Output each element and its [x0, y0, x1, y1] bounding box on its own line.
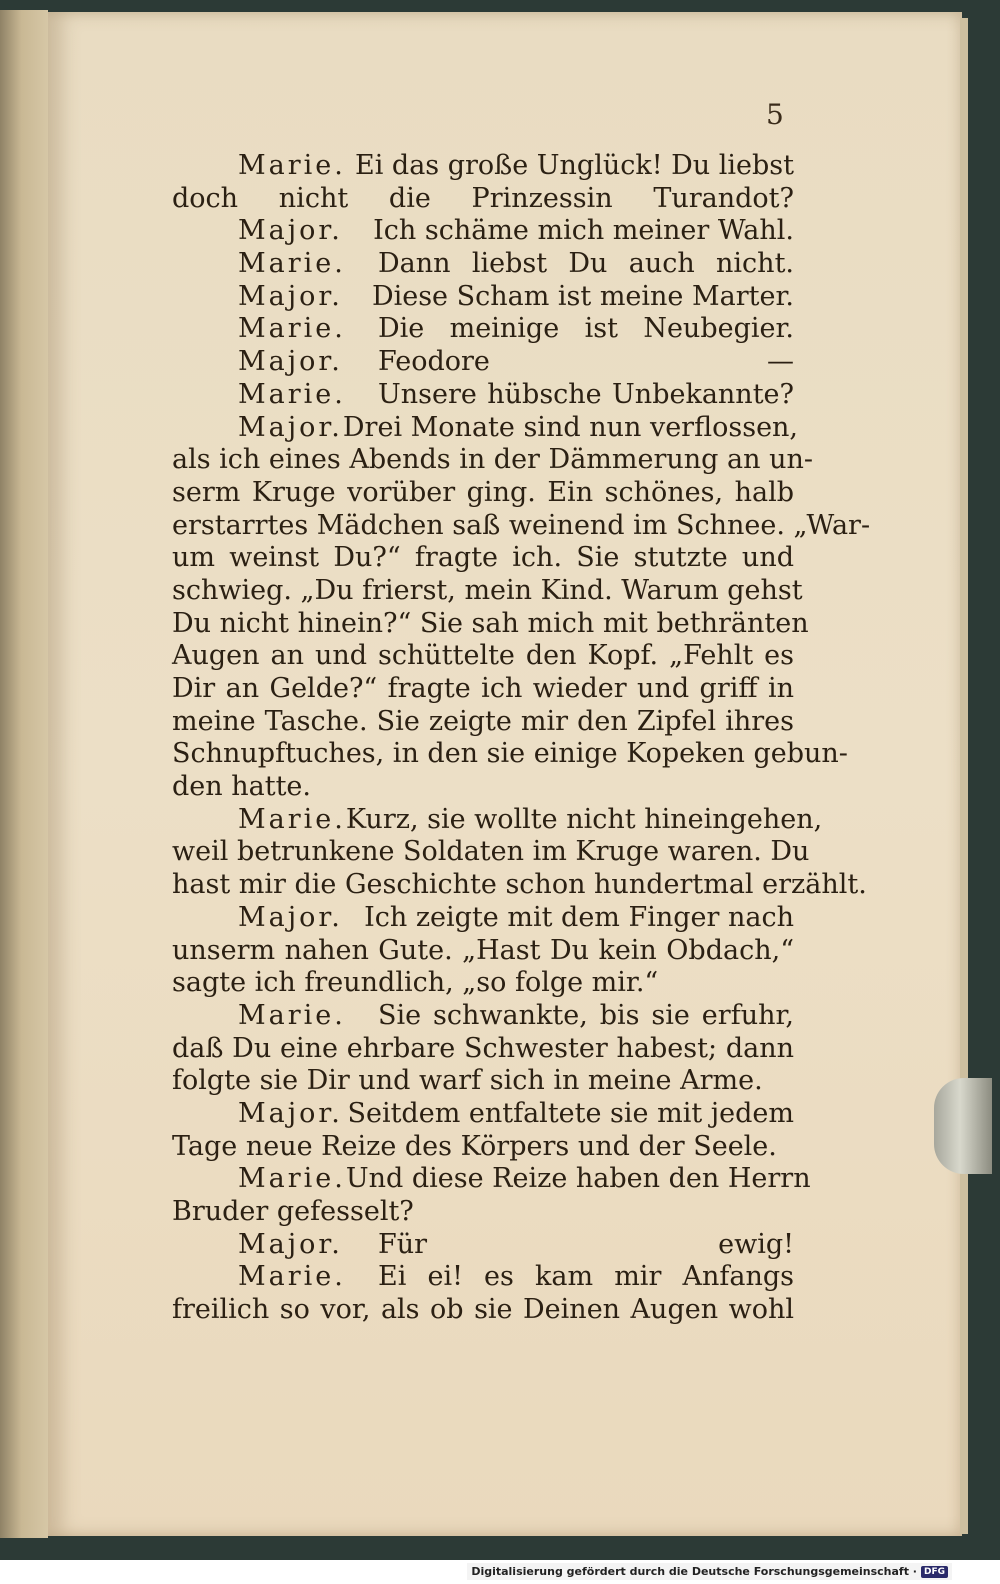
text-line — [172, 673, 794, 706]
line-text: Seitdem entfaltete sie mit jedem — [347, 1097, 794, 1129]
text-line — [172, 477, 794, 510]
line-text: Ei ei! es kam mir Anfangs — [378, 1261, 794, 1293]
text-line — [172, 574, 803, 608]
text-line — [172, 607, 809, 641]
line-text: schwieg. „Du frierst, mein Kind. Warum gehst — [172, 574, 803, 606]
text-line — [172, 706, 794, 739]
text-line — [172, 1033, 794, 1066]
text-line — [172, 902, 794, 935]
text-line — [172, 150, 794, 183]
text-line — [172, 967, 794, 1000]
line-text: freilich so vor, als ob sie Deinen Augen wohl — [172, 1294, 794, 1326]
speaker-name: Major. — [238, 901, 343, 933]
line-text: Kurz, sie wollte nicht hineingehen, — [345, 803, 823, 835]
speaker-name: Major. — [238, 346, 343, 378]
page-edge — [960, 18, 968, 1534]
text-line — [172, 935, 794, 968]
line-text: Schnupftuches, in den sie einige Kopeken gebun- — [172, 738, 848, 770]
text-line — [172, 1131, 794, 1164]
line-text: serm Kruge vorüber ging. Ein schönes, halb — [172, 476, 794, 508]
line-text: erstarrtes Mädchen saß weinend im Schnee. „War- — [172, 509, 871, 541]
line-text: doch nicht die Prinzessin Turandot? — [172, 182, 794, 214]
text-line — [172, 411, 799, 445]
line-text: weil betrunkene Soldaten im Kruge waren. Du — [172, 836, 810, 868]
line-text: Dann liebst Du auch nicht. — [378, 248, 794, 280]
speaker-name: Marie. — [238, 1261, 346, 1293]
line-text: folgte sie Dir und warf sich in meine Arme. — [172, 1065, 763, 1097]
text-line — [172, 509, 871, 543]
text-line — [172, 1098, 794, 1131]
line-text: daß Du eine ehrbare Schwester habest; dann — [172, 1032, 794, 1064]
text-line — [172, 803, 823, 837]
line-text: Sie schwankte, bis sie erfuhr, — [378, 999, 794, 1031]
speaker-name: Major. — [238, 411, 343, 443]
text-line — [172, 771, 794, 804]
book-clasp — [934, 1078, 992, 1174]
text-line — [172, 183, 794, 216]
footer-text: Digitalisierung gefördert durch die Deutsche Forschungsgemeinschaft · — [471, 1565, 917, 1578]
text-line — [172, 1163, 811, 1196]
line-text: Und diese Reize haben den Herrn — [345, 1163, 811, 1195]
text-line — [172, 1294, 794, 1327]
speaker-name: Marie. — [238, 150, 346, 181]
speaker-name: Major. — [238, 280, 343, 312]
text-line — [172, 313, 794, 346]
line-text: meine Tasche. Sie zeigte mir den Zipfel ihres — [172, 705, 794, 737]
text-line — [172, 1065, 794, 1098]
line-text: Feodore — — [378, 346, 794, 378]
line-text: sagte ich freundlich, „so folge mir.“ — [172, 967, 659, 999]
text-line — [172, 281, 794, 314]
speaker-name: Marie. — [238, 378, 346, 410]
line-text: Augen an und schüttelte den Kopf. „Fehlt es — [172, 640, 794, 672]
dfg-logo-icon: DFG — [921, 1566, 948, 1578]
speaker-name: Marie. — [238, 313, 346, 345]
line-text: Ich schäme mich meiner Wahl. — [373, 215, 794, 247]
speaker-name: Major. — [238, 1097, 343, 1129]
book-spine — [0, 10, 48, 1538]
text-line — [172, 640, 794, 673]
text-line — [172, 1261, 794, 1294]
speaker-name: Major. — [238, 215, 343, 247]
line-text: Die meinige ist Neubegier. — [378, 313, 794, 345]
page-text — [172, 150, 871, 1327]
text-line — [172, 379, 794, 412]
page-number: 5 — [766, 98, 784, 131]
line-text: hast mir die Geschichte schon hundertmal erzählt. — [172, 869, 867, 901]
text-line — [172, 1000, 794, 1033]
text-line — [172, 248, 794, 281]
line-text: Du nicht hinein?“ Sie sah mich mit bethränten — [172, 607, 809, 639]
text-line — [172, 1229, 794, 1262]
text-line — [172, 346, 794, 379]
text-line — [172, 215, 794, 248]
line-text: Ei das große Unglück! Du liebst — [354, 150, 794, 181]
line-text: um weinst Du?“ fragte ich. Sie stutzte und — [172, 542, 794, 574]
line-text: Dir an Gelde?“ fragte ich wieder und griff in — [172, 673, 794, 704]
text-line — [172, 542, 794, 575]
speaker-name: Marie. — [238, 248, 346, 280]
line-text: Drei Monate sind nun verflossen, — [342, 411, 799, 443]
text-line — [172, 738, 848, 771]
speaker-name: Major. — [238, 1228, 343, 1260]
footer-credit — [467, 1563, 952, 1580]
text-line — [172, 836, 810, 869]
line-text: Ich zeigte mit dem Finger nach — [364, 901, 794, 933]
speaker-name: Marie. — [238, 1163, 346, 1195]
line-text: Unsere hübsche Unbekannte? — [378, 378, 794, 410]
line-text: Diese Scham ist meine Marter. — [371, 280, 794, 312]
speaker-name: Marie. — [238, 803, 346, 835]
line-text: unserm nahen Gute. „Hast Du kein Obdach,“ — [172, 934, 794, 966]
line-text: Bruder gefesselt? — [172, 1196, 414, 1227]
speaker-name: Marie. — [238, 999, 346, 1031]
text-line — [172, 444, 813, 477]
text-line — [172, 869, 867, 902]
text-line — [172, 1196, 794, 1229]
line-text: Für ewig! — [378, 1228, 794, 1260]
line-text: Tage neue Reize des Körpers und der Seele. — [172, 1130, 777, 1162]
line-text: den hatte. — [172, 771, 311, 803]
line-text: als ich eines Abends in der Dämmerung an un- — [172, 444, 813, 476]
